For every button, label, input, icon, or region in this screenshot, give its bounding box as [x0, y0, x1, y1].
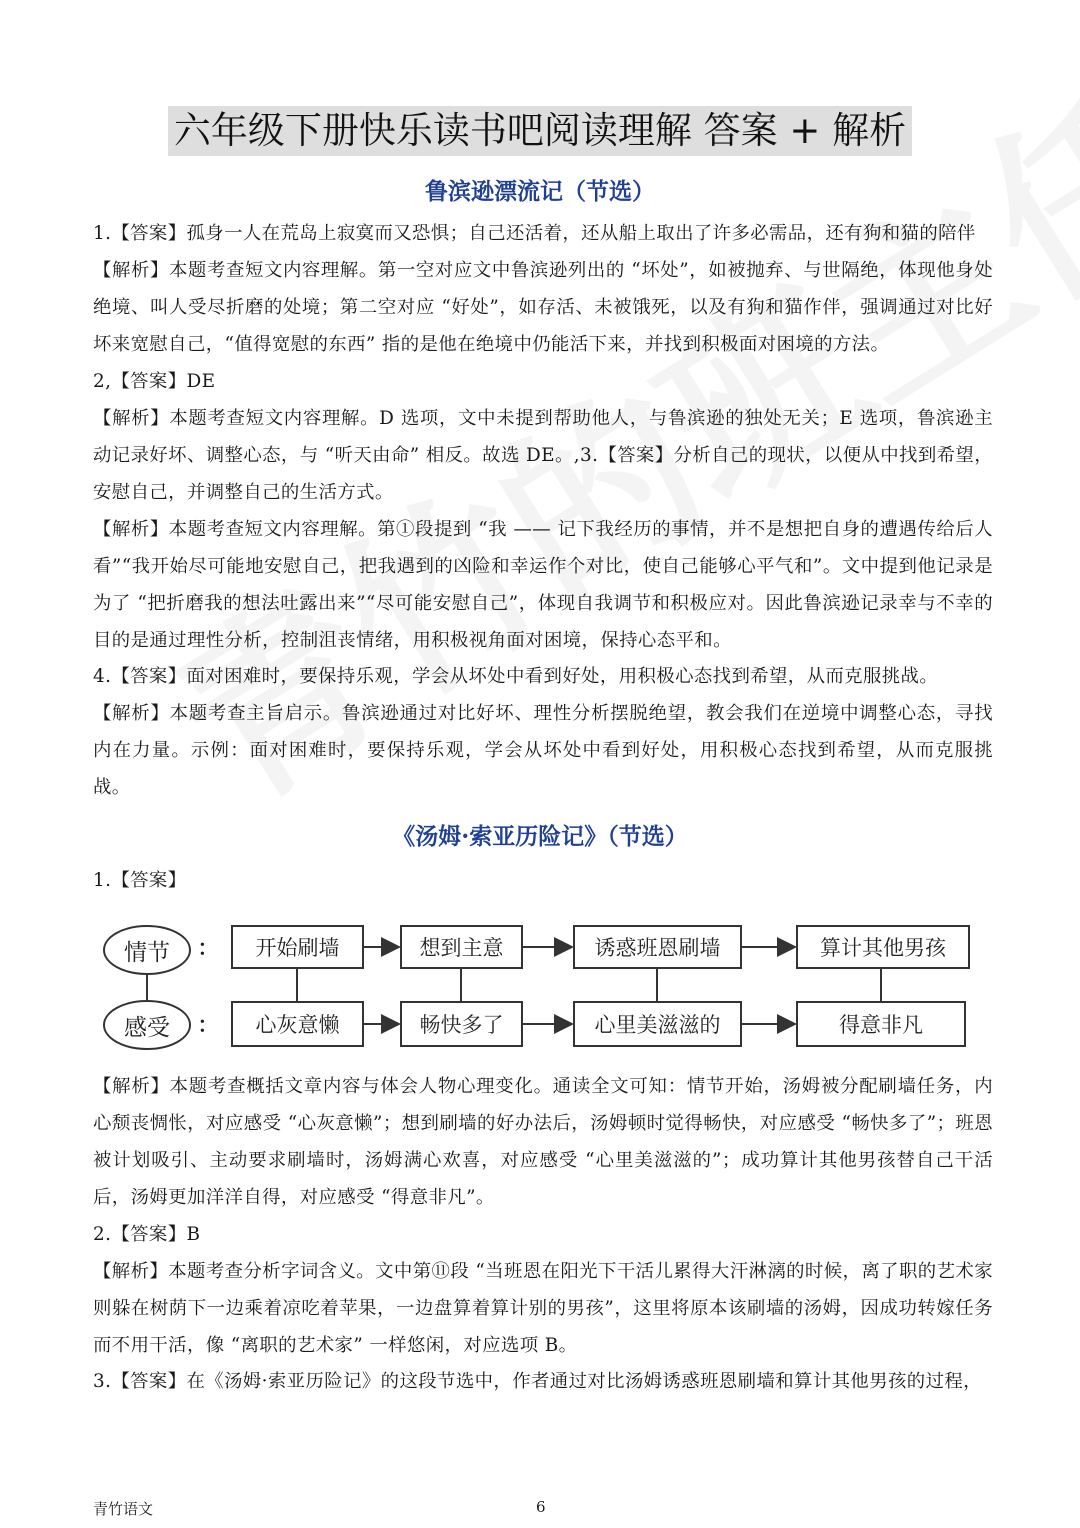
plot-node-3: 诱惑班恩刷墙: [594, 936, 721, 960]
s1-answer-1: 1.【答案】孤身一人在荒岛上寂寞而又恐惧；自己还活着，还从船上取出了许多必需品，还有狗和猫的陪伴: [93, 223, 976, 244]
s1-answer-2: 2,【答案】DE: [93, 371, 216, 392]
plot-feeling-diagram: [93, 918, 993, 1058]
label-feeling: 感受: [124, 1014, 170, 1041]
feeling-node-2: 畅快多了: [419, 1013, 504, 1037]
s2-answer-1: 1.【答案】: [93, 870, 187, 891]
s1-analysis-4: 【解析】本题考查主旨启示。鲁滨逊通过对比好坏、理性分析摆脱绝望，教会我们在逆境中调整心态，寻找内在力量。示例：面对困难时，要保持乐观，学会从坏处中看到好处，用积极心态找到希望，从而克服挑战。: [93, 703, 993, 798]
s2-answer-3: 3.【答案】在《汤姆·索亚历险记》的这段节选中，作者通过对比汤姆诱惑班恩刷墙和算计其他男孩的过程，: [93, 1371, 982, 1392]
feeling-node-4: 得意非凡: [839, 1013, 923, 1037]
plot-node-2: 想到主意: [419, 936, 504, 960]
s1-answer-4: 4.【答案】面对困难时，要保持乐观，学会从坏处中看到好处，用积极心态找到希望，从而克服挑战。: [93, 666, 939, 687]
s2-answer-2: 2.【答案】B: [93, 1224, 201, 1245]
colon-plot: ：: [197, 936, 219, 960]
label-plot: 情节: [124, 939, 170, 966]
s1-analysis-2: 【解析】本题考查短文内容理解。D 选项，文中未提到帮助他人，与鲁滨逊的独处无关；E 选项，鲁滨逊主动记录好坏、调整心态，与 “听天由命” 相反。故选 DE。,3.【答案】分析自己的现状，以便从中找到希望，安慰自己，并调整自己的生活方式。: [93, 408, 993, 503]
feeling-node-3: 心里美滋滋的: [594, 1013, 721, 1037]
s1-analysis-1: 【解析】本题考查短文内容理解。第一空对应文中鲁滨逊列出的 “坏处”，如被抛弃、与世隔绝，体现他身处绝境、叫人受尽折磨的处境；第二空对应 “好处”，如存活、未被饿死，以及有狗和猫作伴，强调通过对比好坏来宽慰自己，“值得宽慰的东西” 指的是他在绝境中仍能活下来，并找到积极面对困境的方法。: [93, 260, 993, 355]
footer-source: 青竹语文: [93, 1500, 154, 1518]
section-title-robinson: 鲁滨逊漂流记（节选）: [425, 178, 655, 205]
s2-analysis-2: 【解析】本题考查分析字词含义。文中第⑪段 “当班恩在阳光下干活儿累得大汗淋漓的时候，离了职的艺术家则躲在树荫下一边乘着凉吃着苹果，一边盘算着算计别的男孩”，这里将原本该刷墙的汤姆，因成功转嫁任务而不用干活，像 “离职的艺术家” 一样悠闲，对应选项 B。: [93, 1261, 993, 1356]
plot-node-4: 算计其他男孩: [820, 936, 946, 960]
section-title-tom-sawyer: 《汤姆·索亚历险记》（节选）: [392, 823, 688, 850]
feeling-node-1: 心灰意懒: [255, 1013, 340, 1037]
s2-analysis-1: 【解析】本题考查概括文章内容与体会人物心理变化。通读全文可知：情节开始，汤姆被分配刷墙任务，内心颓丧惆怅，对应感受 “心灰意懒”；想到刷墙的好办法后，汤姆顿时觉得畅快，对应感受 “畅快多了”；班恩被计划吸引、主动要求刷墙时，汤姆满心欢喜，对应感受 “心里美滋滋的”；成功算计其他男孩替自己干活后，汤姆更加洋洋自得，对应感受 “得意非凡”。: [93, 1076, 993, 1208]
page-number: 6: [536, 1498, 546, 1516]
page-title: 六年级下册快乐读书吧阅读理解 答案 + 解析: [168, 106, 912, 156]
s1-analysis-3: 【解析】本题考查短文内容理解。第①段提到 “我 —— 记下我经历的事情，并不是想把自身的遭遇传给后人看”“我开始尽可能地安慰自己，把我遇到的凶险和幸运作个对比，使自己能够心平气和”。文中提到他记录是为了 “把折磨我的想法吐露出来”“尽可能安慰自己”，体现自我调节和积极应对。因此鲁滨逊记录幸与不幸的目的是通过理性分析，控制沮丧情绪，用积极视角面对困境，保持心态平和。: [93, 519, 993, 651]
colon-feeling: ：: [197, 1013, 219, 1037]
plot-node-1: 开始刷墙: [255, 936, 340, 960]
page-header: [0, 106, 1080, 156]
